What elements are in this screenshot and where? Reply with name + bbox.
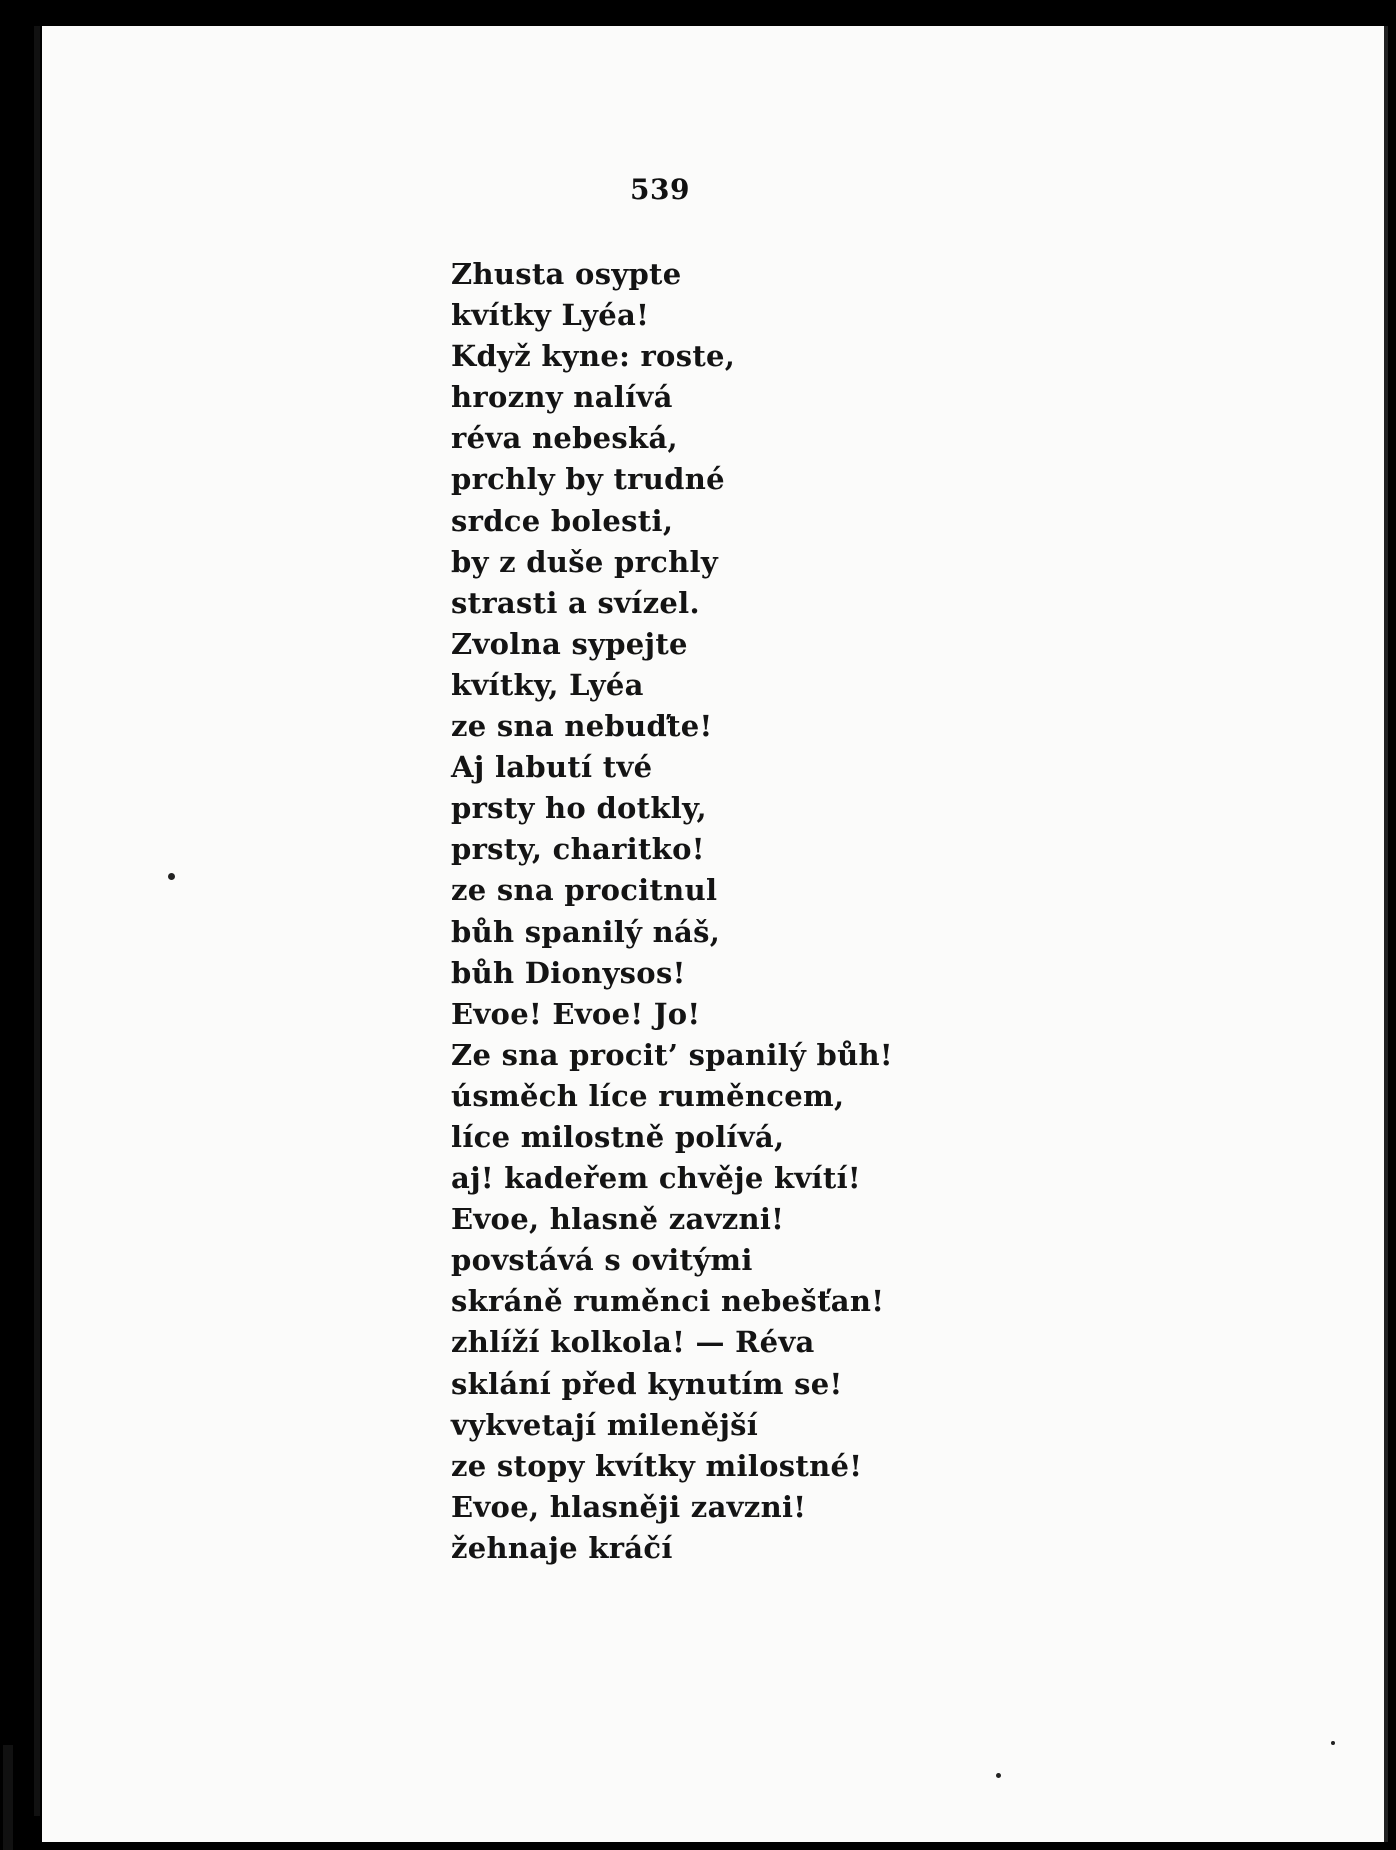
verse-line: líce milostně polívá, xyxy=(451,1119,785,1154)
ink-speck xyxy=(1331,1741,1335,1745)
verse-line: skráně ruměnci nebešťan! xyxy=(451,1284,885,1319)
verse-line: ze sna procitnul xyxy=(451,873,718,908)
verse-line: úsměch líce ruměncem, xyxy=(451,1078,845,1113)
verse-line: prchly by trudné xyxy=(451,462,725,497)
verse-line: réva nebeská, xyxy=(451,421,678,456)
verse-line: Zvolna sypejte xyxy=(451,626,688,661)
verse-line: aj! kadeřem chvěje kvítí! xyxy=(451,1161,861,1196)
ink-speck xyxy=(168,873,175,880)
verse-line: Evoe! Evoe! Jo! xyxy=(451,996,701,1031)
verse-line: ze stopy kvítky milostné! xyxy=(451,1448,863,1483)
verse-line: srdce bolesti, xyxy=(451,503,674,538)
verse-line: ze sna nebuďte! xyxy=(451,709,713,744)
page-left-edge xyxy=(34,26,40,1816)
verse-line: bůh Dionysos! xyxy=(451,955,686,990)
verse-line: prsty, charitko! xyxy=(451,832,705,867)
verse-line: kvítky Lyéa! xyxy=(451,298,650,333)
verse-line: Když kyne: roste, xyxy=(451,339,736,374)
verse-line: Aj labutí tvé xyxy=(451,750,653,785)
verse-line: Ze sna procit’ spanilý bůh! xyxy=(451,1037,893,1072)
verse-line: bůh spanilý náš, xyxy=(451,914,721,949)
verse-line: povstává s ovitými xyxy=(451,1243,753,1278)
verse-line: Evoe, hlasně zavzni! xyxy=(451,1202,785,1237)
verse-line: sklání před kynutím se! xyxy=(451,1366,843,1401)
page-number: 539 xyxy=(630,173,690,206)
verse-line: zhlíží kolkola! — Réva xyxy=(451,1325,815,1360)
verse-line: strasti a svízel. xyxy=(451,585,700,620)
page-right-edge xyxy=(1384,26,1388,1842)
verse-line: žehnaje kráčí xyxy=(451,1530,673,1565)
verse-line: hrozny nalívá xyxy=(451,380,673,415)
poem-verse xyxy=(451,254,893,1569)
scan-margin-mark xyxy=(3,1745,13,1850)
verse-line: prsty ho dotkly, xyxy=(451,791,707,826)
verse-line: Evoe, hlasněji zavzni! xyxy=(451,1489,807,1524)
ink-speck xyxy=(996,1773,1001,1778)
verse-line: Zhusta osypte xyxy=(451,257,682,291)
verse-line: vykvetají milenější xyxy=(451,1407,759,1442)
verse-line: kvítky, Lyéa xyxy=(451,667,644,702)
verse-line: by z duše prchly xyxy=(451,544,718,579)
